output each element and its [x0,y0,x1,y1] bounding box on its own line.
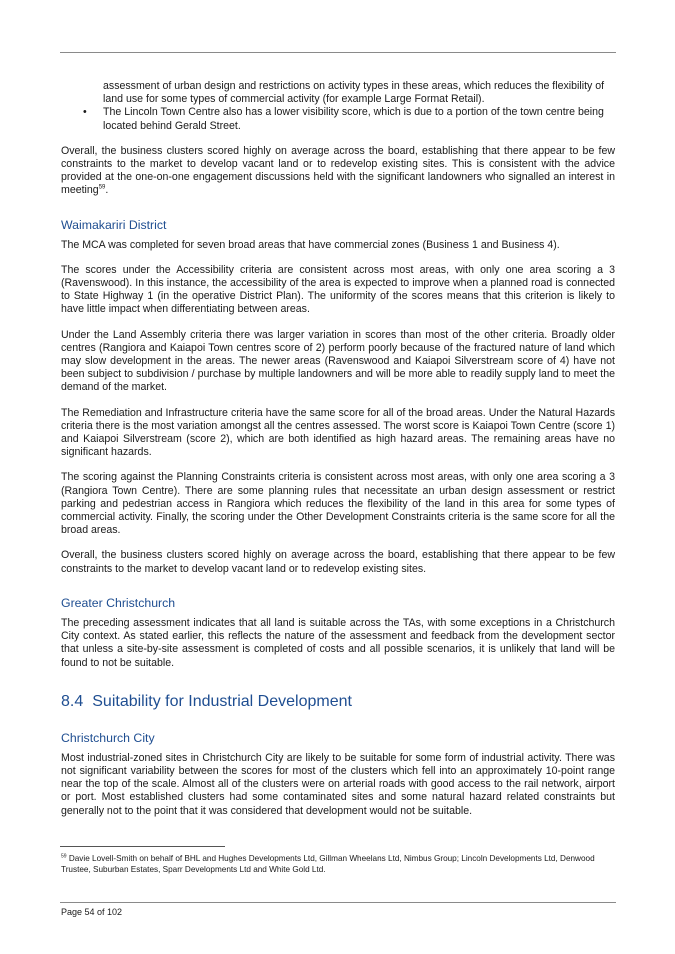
waimakariri-para-4: The Remediation and Infrastructure criteria have the same score for all of the broad areas. Under the Natural Hazards criteria there is the most variation amongst all the centres assessed. The worst score is Kaiapoi Town Centre (score 1) and Kaiapoi Silverstream (score 2), which are both identified as high hazard areas. The remaining areas have no significant hazards. [61,406,615,459]
waimakariri-para-3: Under the Land Assembly criteria there was larger variation in scores than most of the other criteria. Broadly older centres (Rangiora and Kaiapoi Town centres score of 2) perform poorly because of the fractured nature of land which may slow development in the areas. The newer areas (Ravenswood and Kaiapoi Silverstream score of 4) have not been subject to subdivision / purchase by multiple landowners and will be more able to readily supply land to meet the demand of the market. [61,328,615,394]
footer-rule [60,902,616,903]
section-heading [61,692,615,711]
continued-bullet-text: assessment of urban design and restrictions on activity types in these areas, which reduces the flexibility of land use for some types of commercial activity (for example Large Format Retail). [103,80,605,106]
header-rule [60,52,616,53]
footnote-text: Davie Lovell-Smith on behalf of BHL and Hughes Developments Ltd, Gillman Wheelans Ltd, Nimbus Group; Lincoln Developments Ltd, Denwood Trustee, Suburban Estates, Sparr Developments Ltd and White Gold Ltd. [61,854,595,874]
waimakariri-para-6: Overall, the business clusters scored highly on average across the board, establishing that there appear to be few constraints to the market to develop vacant land or to redevelop existing sites. [61,549,615,575]
footnote-number: 59 [61,853,67,860]
waimakariri-para-5: The scoring against the Planning Constraints criteria is consistent across most areas, with only one area scoring a 3 (Rangiora Town Centre). There are some planning rules that necessitate an urban design assessment or restrict parking and pedestrian access in Rangiora which reduces the flexibility of the land in this area for some types of commercial activity. Finally, the scoring under the Other Development Constraints criteria is the same score for all the broad areas. [61,471,615,537]
list-item [61,106,615,132]
waimakariri-heading: Waimakariri District [61,217,167,232]
greater-christchurch-para: The preceding assessment indicates that all land is suitable across the TAs, with some exceptions in a Christchurch City context. As stated earlier, this reflects the nature of the assessment and feedback from the development sector that unless a site-by-site assessment is completed of costs and all possible scenarios, it is unlikely that land will be found to not be suitable. [61,616,615,669]
page-number: Page 54 of 102 [61,907,123,917]
footnote-rule [60,846,225,847]
page-body [61,80,615,818]
intro-paragraph: Overall, the business clusters scored highly on average across the board, establishing that there appear to be few constraints to the market to develop vacant land or to redevelop existing sites. This is consistent with the advice provided at the one-on-one engagement discussions held with the significant landowners who signalled an interest in meeting$^{59}$. [61,144,615,197]
section-number: 8.4 [61,692,84,710]
waimakariri-para-2: The scores under the Accessibility criteria are consistent across most areas, with only one area scoring a 3 (Ravenswood). In this instance, the accessibility of the area is expected to improve when a planned road is connected to State Highway 1 (in the operative District Plan). The uniformity of the scores means that this criterion is likely to have little impact when differentiating between areas. [61,263,615,316]
christchurch-city-para: Most industrial-zoned sites in Christchurch City are likely to be suitable for some form of industrial activity. There was not significant variability between the scores for most of the clusters which fell into an approximately 10-point range near the top of the scale. Almost all of the clusters were on arterial roads with good access to the rail network, airport or port. Most established clusters had some contaminated sites and some natural hazard related constraints but generally not to the point that it was considered that development would not be suitable. [61,751,615,817]
footnote [61,853,615,875]
waimakariri-para-1: The MCA was completed for seven broad areas that have commercial zones (Business 1 and Business 4). [61,238,560,251]
bullet-text: The Lincoln Town Centre also has a lower visibility score, which is due to a portion of the town centre being located behind Gerald Street. [103,106,604,132]
footnote-ref[interactable]: 59 [98,184,106,191]
greater-christchurch-heading: Greater Christchurch [61,595,176,610]
section-title: Suitability for Industrial Development [92,692,352,710]
bullet-icon: • [83,106,87,119]
christchurch-city-heading: Christchurch City [61,730,155,745]
